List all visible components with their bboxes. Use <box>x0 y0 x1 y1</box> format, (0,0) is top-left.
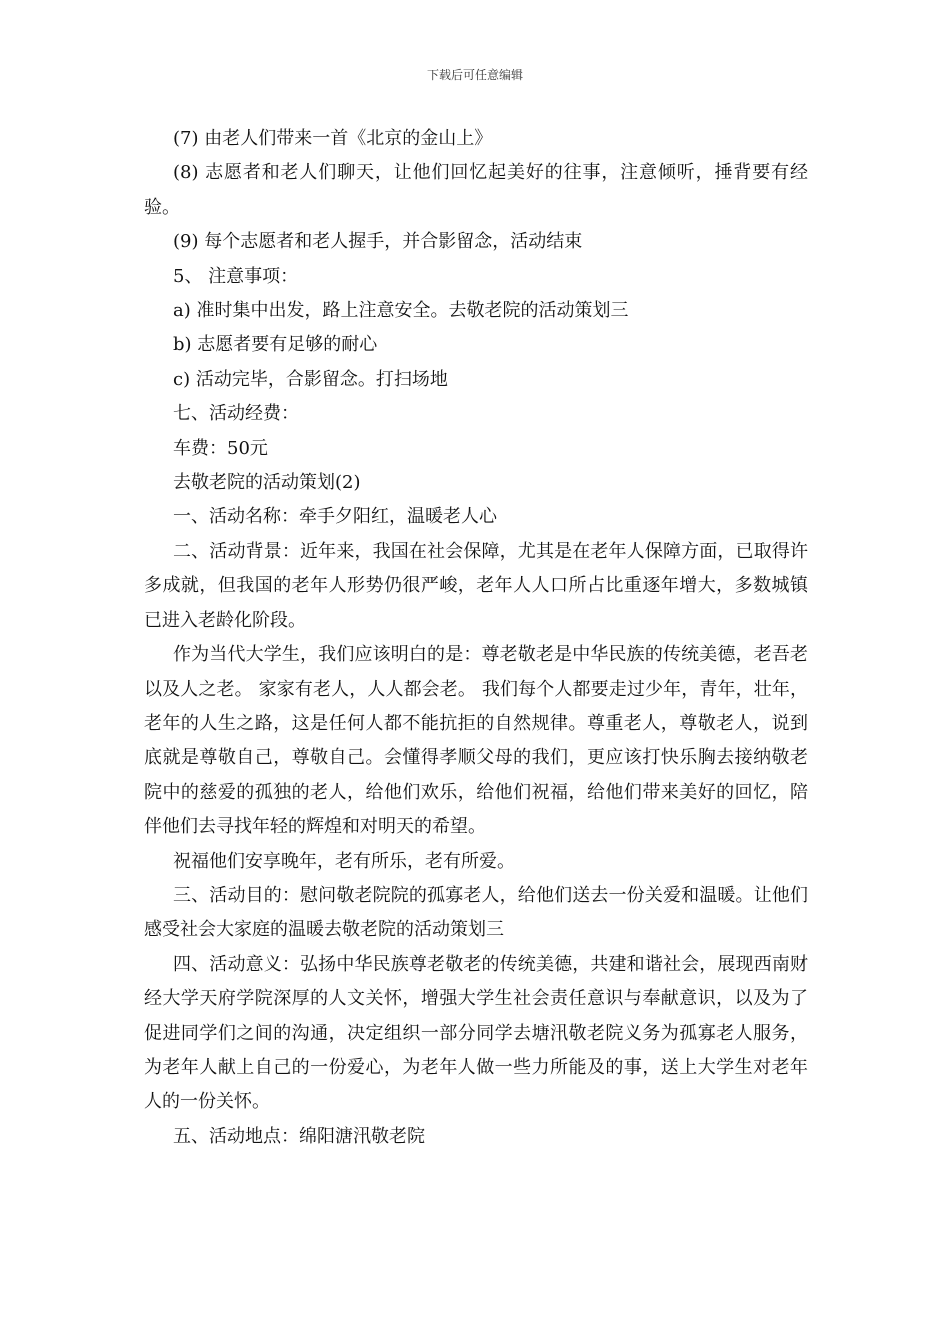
paragraph-note-c: c) 活动完毕，合影留念。打扫场地 <box>173 368 448 390</box>
paragraph-plan-2-title: 去敬老院的活动策划(2) <box>173 472 361 494</box>
paragraph-item-9: (9) 每个志愿者和老人握手，并合影留念，活动结束 <box>173 231 583 253</box>
paragraph-budget-fare: 车费：50元 <box>173 437 268 459</box>
paragraph-activity-name: 一、活动名称：牵手夕阳红，温暖老人心 <box>173 506 497 528</box>
paragraph-item-7: (7) 由老人们带来一首《北京的金山上》 <box>173 128 493 149</box>
paragraph-budget-heading: 七、活动经费： <box>173 403 299 425</box>
paragraph-note-a: a) 准时集中出发，路上注意安全。去敬老院的活动策划三 <box>173 300 629 322</box>
paragraph-note-b: b) 志愿者要有足够的耐心 <box>173 334 378 356</box>
paragraph-activity-location: 五、活动地点：绵阳溏汛敬老院 <box>173 1125 425 1147</box>
paragraph-item-8: (8) 志愿者和老人们聊天，让他们回忆起美好的往事，注意倾听，捶背要有经验。 <box>144 162 808 218</box>
paragraph-activity-significance: 四、活动意义：弘扬中华民族尊老敬老的传统美德，共建和谐社会，展现西南财经大学天府学院深厚的人文关怀，增强大学生社会责任意识与奉献意识，以及为了促进同学们之间的沟通，决定组织一部分同学去塘汛敬老院义务为孤寡老人服务，为老年人献上自己的一份爱心，为老年人做一些力所能及的事，送上大学生对老年人的一份关怀。 <box>144 953 808 1113</box>
paragraph-activity-background: 二、活动背景：近年来，我国在社会保障，尤其是在老年人保障方面，已取得许多成就，但我国的老年人形势仍很严峻，老年人人口所占比重逐年增大，多数城镇已进入老龄化阶段。 <box>144 540 808 631</box>
paragraph-student-duty: 作为当代大学生，我们应该明白的是：尊老敬老是中华民族的传统美德，老吾老以及人之老。 家家有老人，人人都会老。 我们每个人都要走过少年，青年，壮年，老年的人生之路，这是任何人都不能抗拒的自然规律。尊重老人，尊敬老人，说到底就是尊敬自己，尊敬自己。会懂得孝顺父母的我们，更应该打快乐胸去接纳敬老院中的慈爱的孤独的老人，给他们欢乐，给他们祝福，给他们带来美好的回忆，陪伴他们去寻找年轻的辉煌和对明天的希望。 <box>144 644 808 838</box>
paragraph-notes-heading: 5、 注意事项： <box>173 265 299 287</box>
page-header: 下载后可任意编辑 <box>426 68 523 82</box>
paragraph-blessing: 祝福他们安享晚年，老有所乐，老有所爱。 <box>173 850 515 872</box>
document-body <box>144 122 808 1154</box>
paragraph-activity-purpose: 三、活动目的：慰问敬老院院的孤寡老人，给他们送去一份关爱和温暖。让他们感受社会大家庭的温暖去敬老院的活动策划三 <box>144 884 808 941</box>
